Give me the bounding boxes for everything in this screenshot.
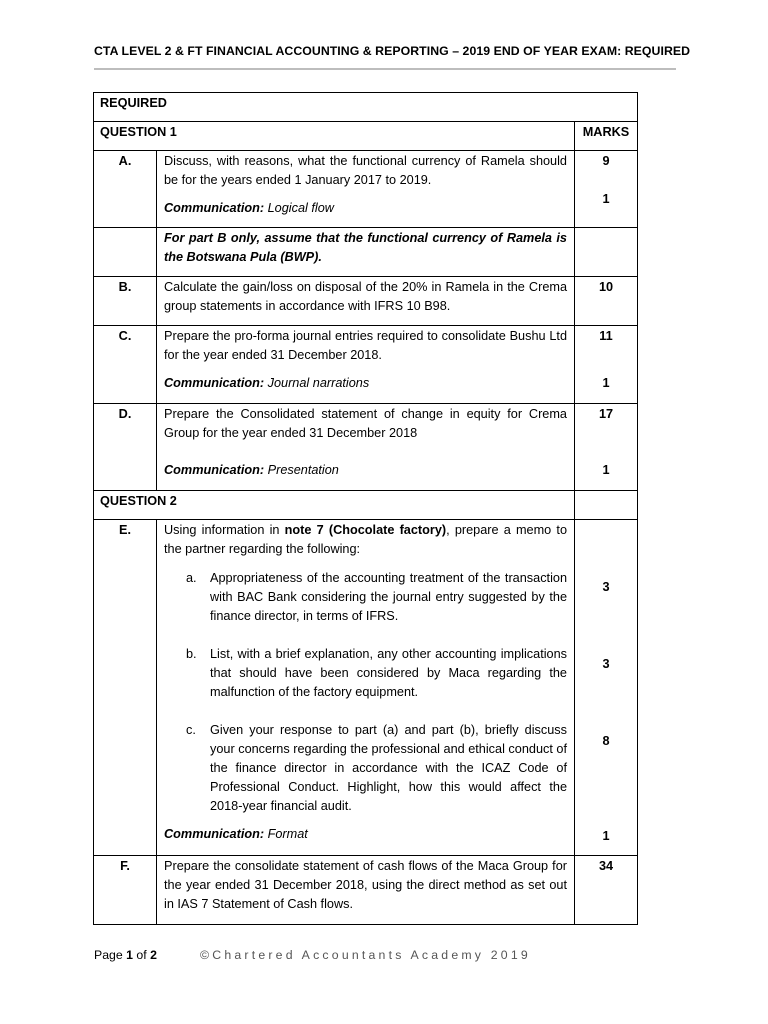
row-c-text: Prepare the pro-forma journal entries required to consolidate Bushu Ltd for the year ended 31 December 2018. [164,329,567,362]
row-e-intro-a: Using information in [164,523,285,537]
comm-prefix: Communication: [164,376,265,390]
row-f-mark: 34 [575,856,638,925]
comm-prefix: Communication: [164,827,265,841]
page-current: 1 [126,948,133,962]
row-e-label: E. [94,520,157,856]
required-heading: REQUIRED [94,93,638,122]
row-e-comm-text: Format [267,827,308,841]
page-total: 2 [150,948,157,962]
row-a-mark: 9 [602,154,610,168]
question-2-marks-empty [575,491,638,520]
table-row-c [94,326,638,404]
row-f-label: F. [94,856,157,925]
marks-heading: MARKS [575,122,638,151]
row-a-label: A. [94,151,157,228]
table-row-b [94,277,638,326]
note-empty-label [94,228,157,277]
row-d-text: Prepare the Consolidated statement of change in equity for Crema Group for the year ended 31 December 2018 [164,407,567,440]
sub-item-letter: c. [186,723,196,737]
row-a-body [157,151,575,228]
list-item [186,645,567,702]
sub-item-letter: b. [186,647,197,661]
table-row-e [94,520,638,856]
row-d-label: D. [94,404,157,491]
sub-item-letter: a. [186,571,197,585]
row-e-intro [164,521,567,559]
row-b-label: B. [94,277,157,326]
row-d-marks [575,404,638,491]
row-e-mark-b: 3 [602,657,610,671]
row-a-marks [575,151,638,228]
row-d-comm-mark: 1 [602,463,610,477]
row-e-body [157,520,575,856]
row-d-comm-text: Presentation [267,463,339,477]
comm-prefix: Communication: [164,463,265,477]
row-c-mark: 11 [599,329,613,343]
row-a-communication [164,199,567,218]
comm-prefix: Communication: [164,201,265,215]
row-f-text: Prepare the consolidate statement of cash flows of the Maca Group for the year ended 31 December 2018, using the direct method as set out in IAS 7 Statement of Cash flows. [157,856,575,925]
row-c-body [157,326,575,404]
row-e-intro-b: , prepare a memo to the partner regarding the following: [164,523,568,556]
required-header-row [94,93,638,122]
page-of: of [132,948,151,962]
note-text: For part B only, assume that the functional currency of Ramela is the Botswana Pula (BWP). [164,231,567,264]
row-b-text: Calculate the gain/loss on disposal of the 20% in Ramela in the Crema group statements in accordance with IFRS 10 B98. [157,277,575,326]
table-row-note [94,228,638,277]
row-d-mark: 17 [598,407,614,421]
row-b-mark: 10 [575,277,638,326]
row-a-text: Discuss, with reasons, what the functional currency of Ramela should be for the years ended 1 January 2017 to 2019. [164,154,567,187]
row-c-label: C. [94,326,157,404]
row-e-communication [164,825,567,844]
document-header-title: CTA LEVEL 2 & FT FINANCIAL ACCOUNTING & REPORTING – 2019 END OF YEAR EXAM: REQUIRED [94,44,691,58]
table-row-a [94,151,638,228]
question-2-header-row [94,491,638,520]
row-e-intro-bold: note 7 (Chocolate factory) [284,523,447,537]
page-label: Page [94,948,127,962]
required-table [93,92,638,925]
row-d-body [157,404,575,491]
row-c-marks [575,326,638,404]
row-c-communication [164,374,567,393]
table-row-f [94,856,638,925]
question-2-heading: QUESTION 2 [94,491,575,520]
sub-item-text: List, with a brief explanation, any other accounting implications that should have been considered by Maca regarding the malfunction of the factory equipment. [210,647,567,699]
page-number [94,948,157,962]
sub-item-text: Given your response to part (a) and part (b), briefly discuss your concerns regarding the professional and ethical conduct of the finance director in accordance with the ICAZ Code of Professional Conduct. Highlight, how this would affect the 2018-year financial audit. [210,723,567,813]
row-e-mark-c: 8 [602,734,610,748]
header-divider [94,68,676,70]
list-item [186,569,567,626]
row-c-comm-text: Journal narrations [267,376,370,390]
row-c-comm-mark: 1 [602,376,610,390]
row-a-comm-text: Logical flow [267,201,334,215]
list-item [186,721,567,816]
row-d-communication [164,461,567,480]
row-a-comm-mark: 1 [602,192,610,206]
sub-item-text: Appropriateness of the accounting treatment of the transaction with BAC Bank considering the journal entry suggested by the finance director, in terms of IFRS. [210,571,567,623]
question-1-heading: QUESTION 1 [94,122,575,151]
row-e-marks [575,520,638,856]
table-row-d [94,404,638,491]
copyright-notice: ©Chartered Accountants Academy 2019 [200,948,531,962]
row-e-mark-a: 3 [602,580,610,594]
note-body [157,228,575,277]
question-1-header-row [94,122,638,151]
note-empty-mark [575,228,638,277]
row-e-comm-mark: 1 [602,829,610,843]
